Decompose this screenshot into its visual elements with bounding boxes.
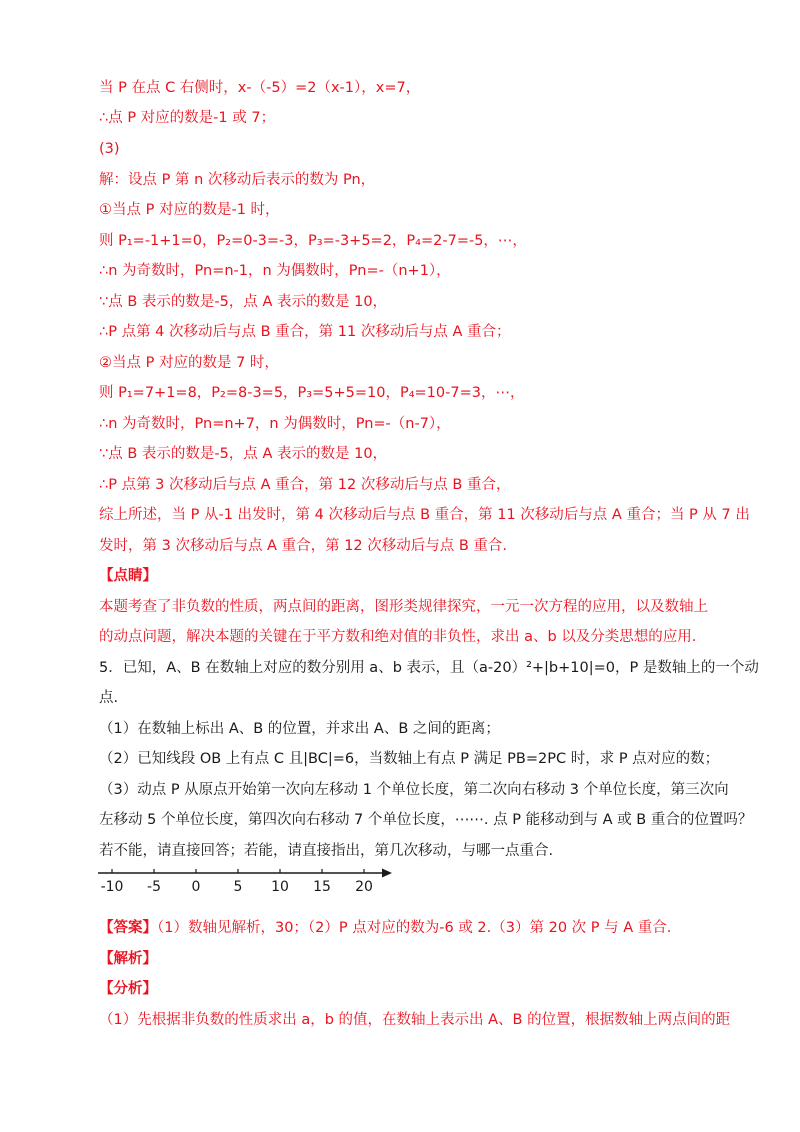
solution-text-line: ②当点 P 对应的数是 7 时， [99,355,279,371]
number-line-tick-label: 5 [233,879,243,895]
problem-question-3-cont: 左移动 5 个单位长度，第四次向右移动 7 个单位长度，⋯⋯. 点 P 能移动到与 A 或 B 重合的位置吗？ [99,812,753,828]
solution-text-line: ∴n 为奇数时，Pn=n-1，n 为偶数时，Pn=-（n+1）， [99,263,451,279]
solution-text-line: 发时，第 3 次移动后与点 A 重合，第 12 次移动后与点 B 重合. [99,538,508,554]
solution-text-line: 则 P₁=7+1=8，P₂=8-3=5，P₃=5+5=10，P₄=10-7=3，⋯， [99,385,525,401]
solution-part-label: (3) [99,141,120,157]
number-line-arrow [382,869,392,878]
solution-text-line: 当 P 在点 C 右侧时，x-（-5）=2（x-1），x=7， [99,80,421,96]
solution-text-line: ∵点 B 表示的数是-5，点 A 表示的数是 10， [99,446,388,462]
comment-heading: 【点睛】 [99,568,157,584]
number-line-figure [96,866,396,896]
problem-question-3-cont: 若不能，请直接回答；若能，请直接指出，第几次移动，与哪一点重合. [99,843,554,859]
solution-text-line: ∴P 点第 4 次移动后与点 B 重合，第 11 次移动后与点 A 重合； [99,324,511,340]
problem-statement-line: 5．已知，A、B 在数轴上对应的数分别用 a、b 表示，且（a-20）²+|b+10|=0，P 是数轴上的一个动 [99,660,759,676]
solution-text-line: 综上所述，当 P 从-1 出发时，第 4 次移动后与点 B 重合，第 11 次移动后与点 A 重合；当 P 从 7 出 [99,507,750,523]
solution-text-line: ∴P 点第 3 次移动后与点 A 重合，第 12 次移动后与点 B 重合， [99,477,511,493]
number-line-tick-label: 20 [355,879,373,895]
problem-question-1: （1）在数轴上标出 A、B 的位置，并求出 A、B 之间的距离； [99,721,500,737]
answer-text: （1）数轴见解析，30；（2）P 点对应的数为-6 或 2.（3）第 20 次 P 与 A 重合. [157,920,672,936]
solution-text-line: ①当点 P 对应的数是-1 时， [99,202,280,218]
solution-text-line: 则 P₁=-1+1=0，P₂=0-3=-3，P₃=-3+5=2，P₄=2-7=-5，⋯， [99,233,527,249]
problem-statement-line: 点. [99,690,119,706]
comment-text-line: 的动点问题，解决本题的关键在于平方数和绝对值的非负性，求出 a、b 以及分类思想的应用. [99,629,697,645]
problem-question-2: （2）已知线段 OB 上有点 C 且|BC|=6，当数轴上有点 P 满足 PB=2PC 时，求 P 点对应的数； [99,751,720,767]
comment-text-line: 本题考查了非负数的性质，两点间的距离，图形类规律探究，一元一次方程的应用，以及数轴上 [99,599,708,615]
number-line-tick-label: -10 [100,879,124,895]
analysis-text-line: （1）先根据非负数的性质求出 a，b 的值，在数轴上表示出 A、B 的位置，根据数轴上两点间的距 [99,1012,731,1028]
solution-text-line: 解：设点 P 第 n 次移动后表示的数为 Pn， [99,172,376,188]
answer-heading: 【答案】 [99,920,157,936]
solution-text-line: ∴点 P 对应的数是-1 或 7； [99,110,276,126]
number-line-tick-label: -5 [147,879,161,895]
number-line-tick-label: 0 [191,879,201,895]
number-line-tick-label: 10 [271,879,289,895]
solution-text-line: ∵点 B 表示的数是-5，点 A 表示的数是 10， [99,294,388,310]
number-line-tick-label: 15 [313,879,331,895]
problem-question-3: （3）动点 P 从原点开始第一次向左移动 1 个单位长度，第二次向右移动 3 个单位长度，第三次向 [99,782,729,798]
solution-text-line: ∴n 为奇数时，Pn=n+7，n 为偶数时，Pn=-（n-7）， [99,416,451,432]
analysis-subheading: 【分析】 [99,981,157,997]
answer-line [99,918,671,938]
analysis-heading: 【解析】 [99,951,157,967]
